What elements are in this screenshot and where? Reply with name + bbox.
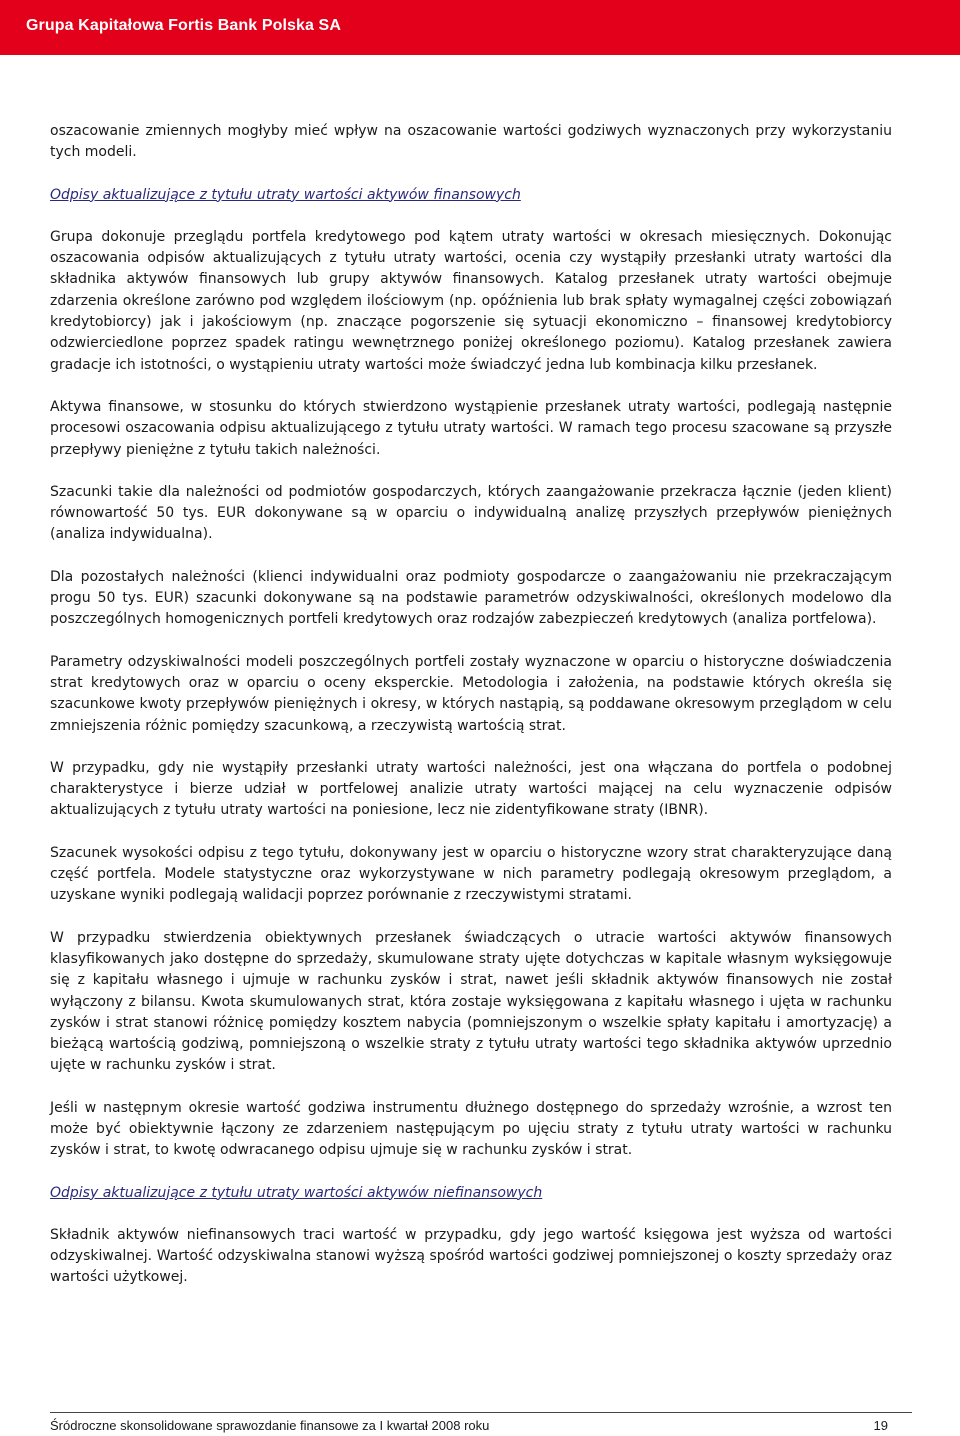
section-heading-non-financial-assets: Odpisy aktualizujące z tytułu utraty wartości aktywów niefinansowych [50, 1184, 543, 1201]
paragraph-loss-estimate: Szacunek wysokości odpisu z tego tytułu, dokonywany jest w oparciu o historyczne wzory strat charakteryzujące daną część portfela. Modele statystyczne oraz wykorzystywane w nich parametry podlegają okresowym przeglądom, a uzyskane wyniki podlegają walidacji poprzez porównanie z rzeczywistymi stratami. [50, 844, 892, 904]
section-heading-financial-assets: Odpisy aktualizujące z tytułu utraty wartości aktywów finansowych [50, 186, 521, 203]
paragraph-reversal: Jeśli w następnym okresie wartość godziwa instrumentu dłużnego dostępnego do sprzedaży wzrośnie, a wzrost ten może być obiektywnie łączony ze zdarzeniem następującym po ujęciu straty z tytułu utraty wartości w rachunku zysków i strat, to kwotę odwracanego odpisu ujmuje się w rachunku zysków i strat. [50, 1099, 892, 1159]
footer-document-title: Śródroczne skonsolidowane sprawozdanie finansowe za I kwartał 2008 roku [50, 1418, 490, 1433]
paragraph-ibnr: W przypadku, gdy nie wystąpiły przesłanki utraty wartości należności, jest ona włączana do portfela o podobnej charakterystyce i bierze udział w portfelowej analizie utraty wartości mającej na celu wyznaczenie odpisów aktualizujących z tytułu utraty wartości na poniesione, lecz nie zidentyfikowane straty (IBNR). [50, 759, 892, 819]
paragraph-individual-analysis: Szacunki takie dla należności od podmiotów gospodarczych, których zaangażowanie przekracza łącznie (jeden klient) równowartość 50 tys. EUR dokonywane są w oparciu o indywidualną analizę przyszłych przepływów pieniężnych (analiza indywidualna). [50, 483, 892, 543]
footer-divider [50, 1412, 912, 1413]
paragraph-non-financial-assets: Składnik aktywów niefinansowych traci wartość w przypadku, gdy jego wartość księgowa jest wyższa od wartości odzyskiwalnej. Wartość odzyskiwalna stanowi wyższą spośród wartości godziwej pomniejszonej o koszty sprzedaży oraz wartości użytkowej. [50, 1226, 892, 1286]
header-bar [0, 0, 960, 55]
paragraph-continuation: oszacowanie zmiennych mogłyby mieć wpływ na oszacowanie wartości godziwych wyznaczonych przy wykorzystaniu tych modeli. [50, 123, 892, 161]
document-body [50, 121, 892, 1289]
paragraph-portfolio-review: Grupa dokonuje przeglądu portfela kredytowego pod kątem utraty wartości w okresach miesięcznych. Dokonując oszacowania odpisów aktualizujących z tytułu utraty wartości, ocenia czy wystąpiły przesłanki utraty wartości dla składnika aktywów finansowych lub grupy aktywów finansowych. Katalog przesłanek utraty wartości obejmuje zdarzenia określone zarówno pod względem ilościowym (np. opóźnienia lub brak spłaty wymagalnej części zobowiązań kredytobiorcy) jak i jakościowym (np. znaczące pogorszenie się sytuacji ekonomiczno – finansowej kredytobiorcy odzwierciedlone poprzez spadek ratingu wewnętrznego poniżej określonego poziomu). Katalog przesłanek zawiera gradacje ich istotności, o wystąpieniu utraty wartości może świadczyć jedna lub kombinacja kilku przesłanek. [50, 228, 892, 373]
page-number: 19 [873, 1418, 888, 1433]
paragraph-available-for-sale: W przypadku stwierdzenia obiektywnych przesłanek świadczących o utracie wartości aktywów finansowych klasyfikowanych jako dostępne do sprzedaży, skumulowane straty ujęte dotychczas w kapitale własnym wyksięgowuje się z kapitału własnego i ujmuje w rachunku zysków i strat, nawet jeśli składnik aktywów finansowych nie został wyłączony z bilansu. Kwota skumulowanych strat, która zostaje wyksięgowana z kapitału własnego i ujęta w rachunku zysków i strat stanowi różnicę pomiędzy kosztem nabycia (pomniejszonym o wszelkie spłaty kapitału i amortyzację) a bieżącą wartością godziwą, pomniejszoną o wszelkie straty z tytułu utraty wartości tego składnika aktywów uprzednio ujęte w rachunku zysków i strat. [50, 929, 892, 1074]
paragraph-portfolio-analysis: Dla pozostałych należności (klienci indywidualni oraz podmioty gospodarcze o zaangażowaniu nie przekraczającym progu 50 tys. EUR) szacunki dokonywane są na podstawie parametrów odzyskiwalności, określonych modelowo dla poszczególnych homogenicznych portfeli kredytowych oraz rodzajów zabezpieczeń kredytowych (analiza portfelowa). [50, 568, 892, 628]
header-title: Grupa Kapitałowa Fortis Bank Polska SA [26, 17, 341, 34]
paragraph-impairment-process: Aktywa finansowe, w stosunku do których stwierdzono wystąpienie przesłanek utraty wartości, podlegają następnie procesowi oszacowania odpisu aktualizującego z tytułu utraty wartości. W ramach tego procesu szacowane są przyszłe przepływy pieniężne z tytułu takich należności. [50, 398, 892, 458]
paragraph-recovery-parameters: Parametry odzyskiwalności modeli poszczególnych portfeli zostały wyznaczone w oparciu o historyczne doświadczenia strat kredytowych oraz w oparciu o oceny eksperckie. Metodologia i założenia, na podstawie których określa się szacunkowe kwoty przepływów pieniężnych i okresy, w których nastąpią, są poddawane okresowym przeglądom w celu zmniejszenia różnic pomiędzy szacunkową, a rzeczywistą wartością strat. [50, 653, 892, 734]
